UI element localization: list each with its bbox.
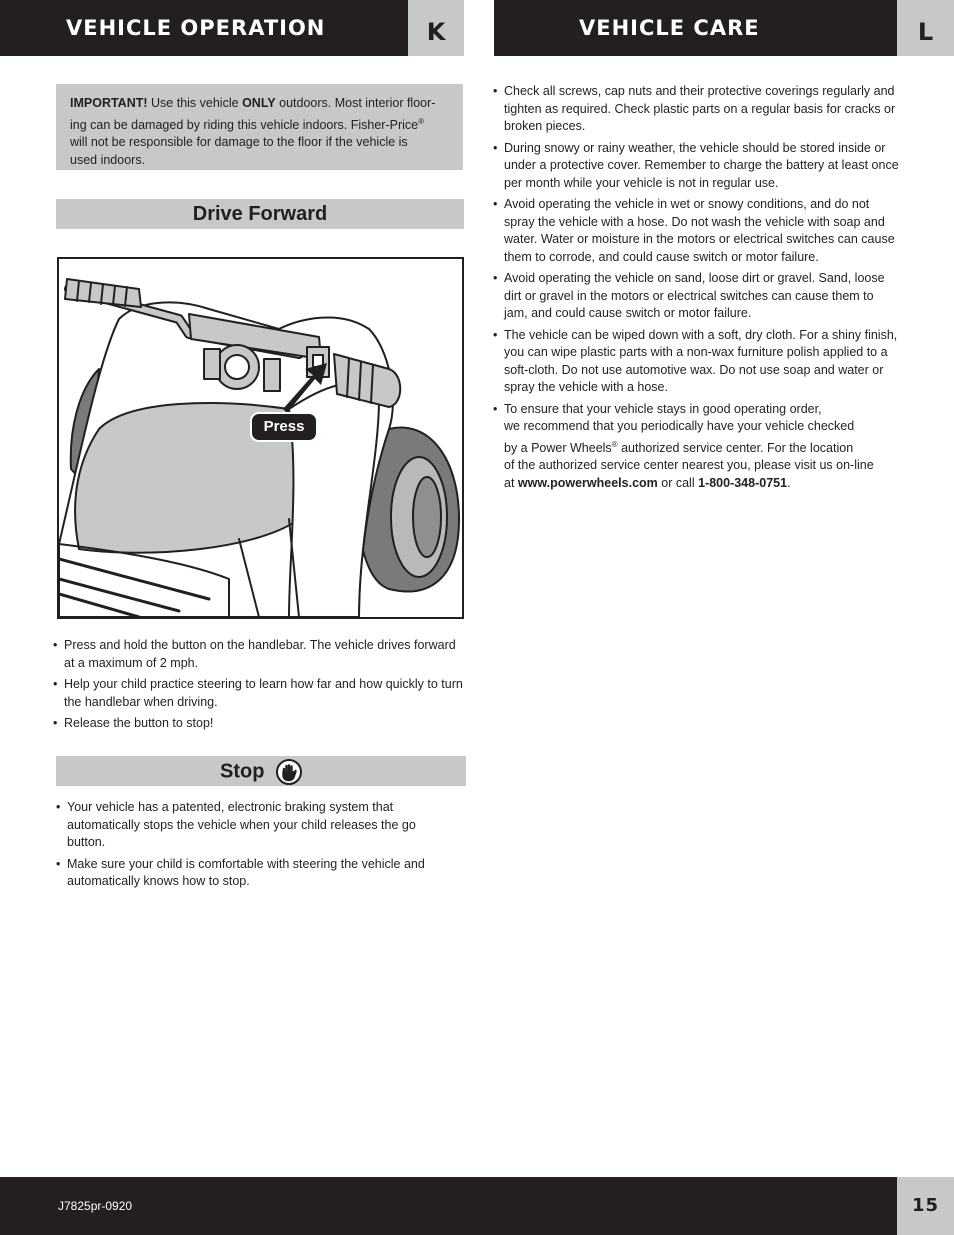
section-letter-k: K — [408, 0, 464, 56]
page-number: 15 — [897, 1177, 954, 1235]
care-text: at — [504, 475, 515, 490]
important-emphasis: ONLY — [242, 96, 276, 110]
important-text: Use this vehicle — [151, 96, 239, 110]
care-text: of the authorized service center nearest you, please visit us on-line — [504, 458, 874, 473]
left-header-bar — [0, 0, 408, 56]
section-letter-l: L — [897, 0, 954, 56]
list-item: • During snowy or rainy weather, the vehicle should be stored inside or under a protective cover. Remember to charge the battery at least once per month while your vehicle is not in regular use. — [493, 140, 900, 193]
footer-bar — [0, 1177, 897, 1235]
list-item: • Release the button to stop! — [53, 715, 463, 733]
list-item — [493, 401, 900, 493]
stop-heading: Stop — [220, 760, 265, 783]
stop-heading-bar — [56, 756, 466, 786]
registered-mark: ® — [611, 439, 618, 449]
press-label: Press — [263, 418, 305, 435]
handlebar-illustration — [57, 257, 464, 619]
important-text: outdoors. Most interior floor- — [279, 96, 436, 110]
important-note — [56, 84, 463, 170]
document-code: J7825pr-0920 — [58, 1199, 133, 1213]
care-text: we recommend that you periodically have your vehicle checked — [504, 419, 855, 433]
care-text: . — [787, 475, 791, 490]
website-link[interactable]: www.powerwheels.com — [517, 475, 658, 490]
list-item: • Make sure your child is comfortable with steering the vehicle and automatically knows how to stop. — [56, 856, 446, 891]
care-text: authorized service center. For the location — [621, 440, 854, 455]
care-text: or call — [661, 475, 695, 490]
section-title-vehicle-operation: VEHICLE OPERATION — [66, 16, 326, 40]
section-title-vehicle-care: VEHICLE CARE — [579, 16, 760, 40]
stop-hand-icon — [276, 759, 302, 785]
care-text: by a Power Wheels — [504, 440, 612, 455]
important-text: ing can be damaged by riding this vehicle indoors. Fisher-Price — [70, 117, 419, 132]
list-item: • Help your child practice steering to learn how far and how quickly to turn the handlebar when driving. — [53, 676, 463, 711]
registered-mark: ® — [418, 116, 425, 126]
list-item: • Your vehicle has a patented, electronic braking system that automatically stops the vehicle when your child releases the go button. — [56, 799, 446, 852]
drive-forward-heading-bar — [56, 199, 464, 229]
vehicle-care-list — [493, 83, 900, 496]
list-item: • Check all screws, cap nuts and their protective coverings regularly and tighten as required. Check plastic parts on a regular basis for cracks or broken pieces. — [493, 83, 900, 136]
list-item: • Press and hold the button on the handlebar. The vehicle drives forward at a maximum of 2 mph. — [53, 637, 463, 672]
list-item: • Avoid operating the vehicle in wet or snowy conditions, and do not spray the vehicle with a hose. Do not wash the vehicle with soap and water. Water or moisture in the motors or electrical switches can cause them to corrode, and could cause switch or motor failure. — [493, 196, 900, 266]
list-item: • Avoid operating the vehicle on sand, loose dirt or gravel. Sand, loose dirt or gravel in the motors or electrical switches can cause them to jam, and could cause switch or motor failure. — [493, 270, 900, 323]
right-header-bar — [494, 0, 897, 56]
list-item: • The vehicle can be wiped down with a soft, dry cloth. For a shiny finish, you can wipe plastic parts with a non-wax furniture polish applied to a soft-cloth. Do not use automotive wax. Do not use soap and water or spray the vehicle with a hose. — [493, 327, 900, 397]
drive-forward-list — [53, 637, 463, 737]
important-text: will not be responsible for damage to the floor if the vehicle is — [70, 135, 408, 150]
drive-forward-heading: Drive Forward — [192, 203, 328, 225]
important-text: used indoors. — [70, 152, 146, 167]
phone-number: 1-800-348-0751 — [698, 475, 788, 490]
stop-list — [56, 799, 446, 895]
care-text: To ensure that your vehicle stays in good operating order, — [504, 401, 822, 416]
important-label: IMPORTANT! — [70, 96, 148, 110]
